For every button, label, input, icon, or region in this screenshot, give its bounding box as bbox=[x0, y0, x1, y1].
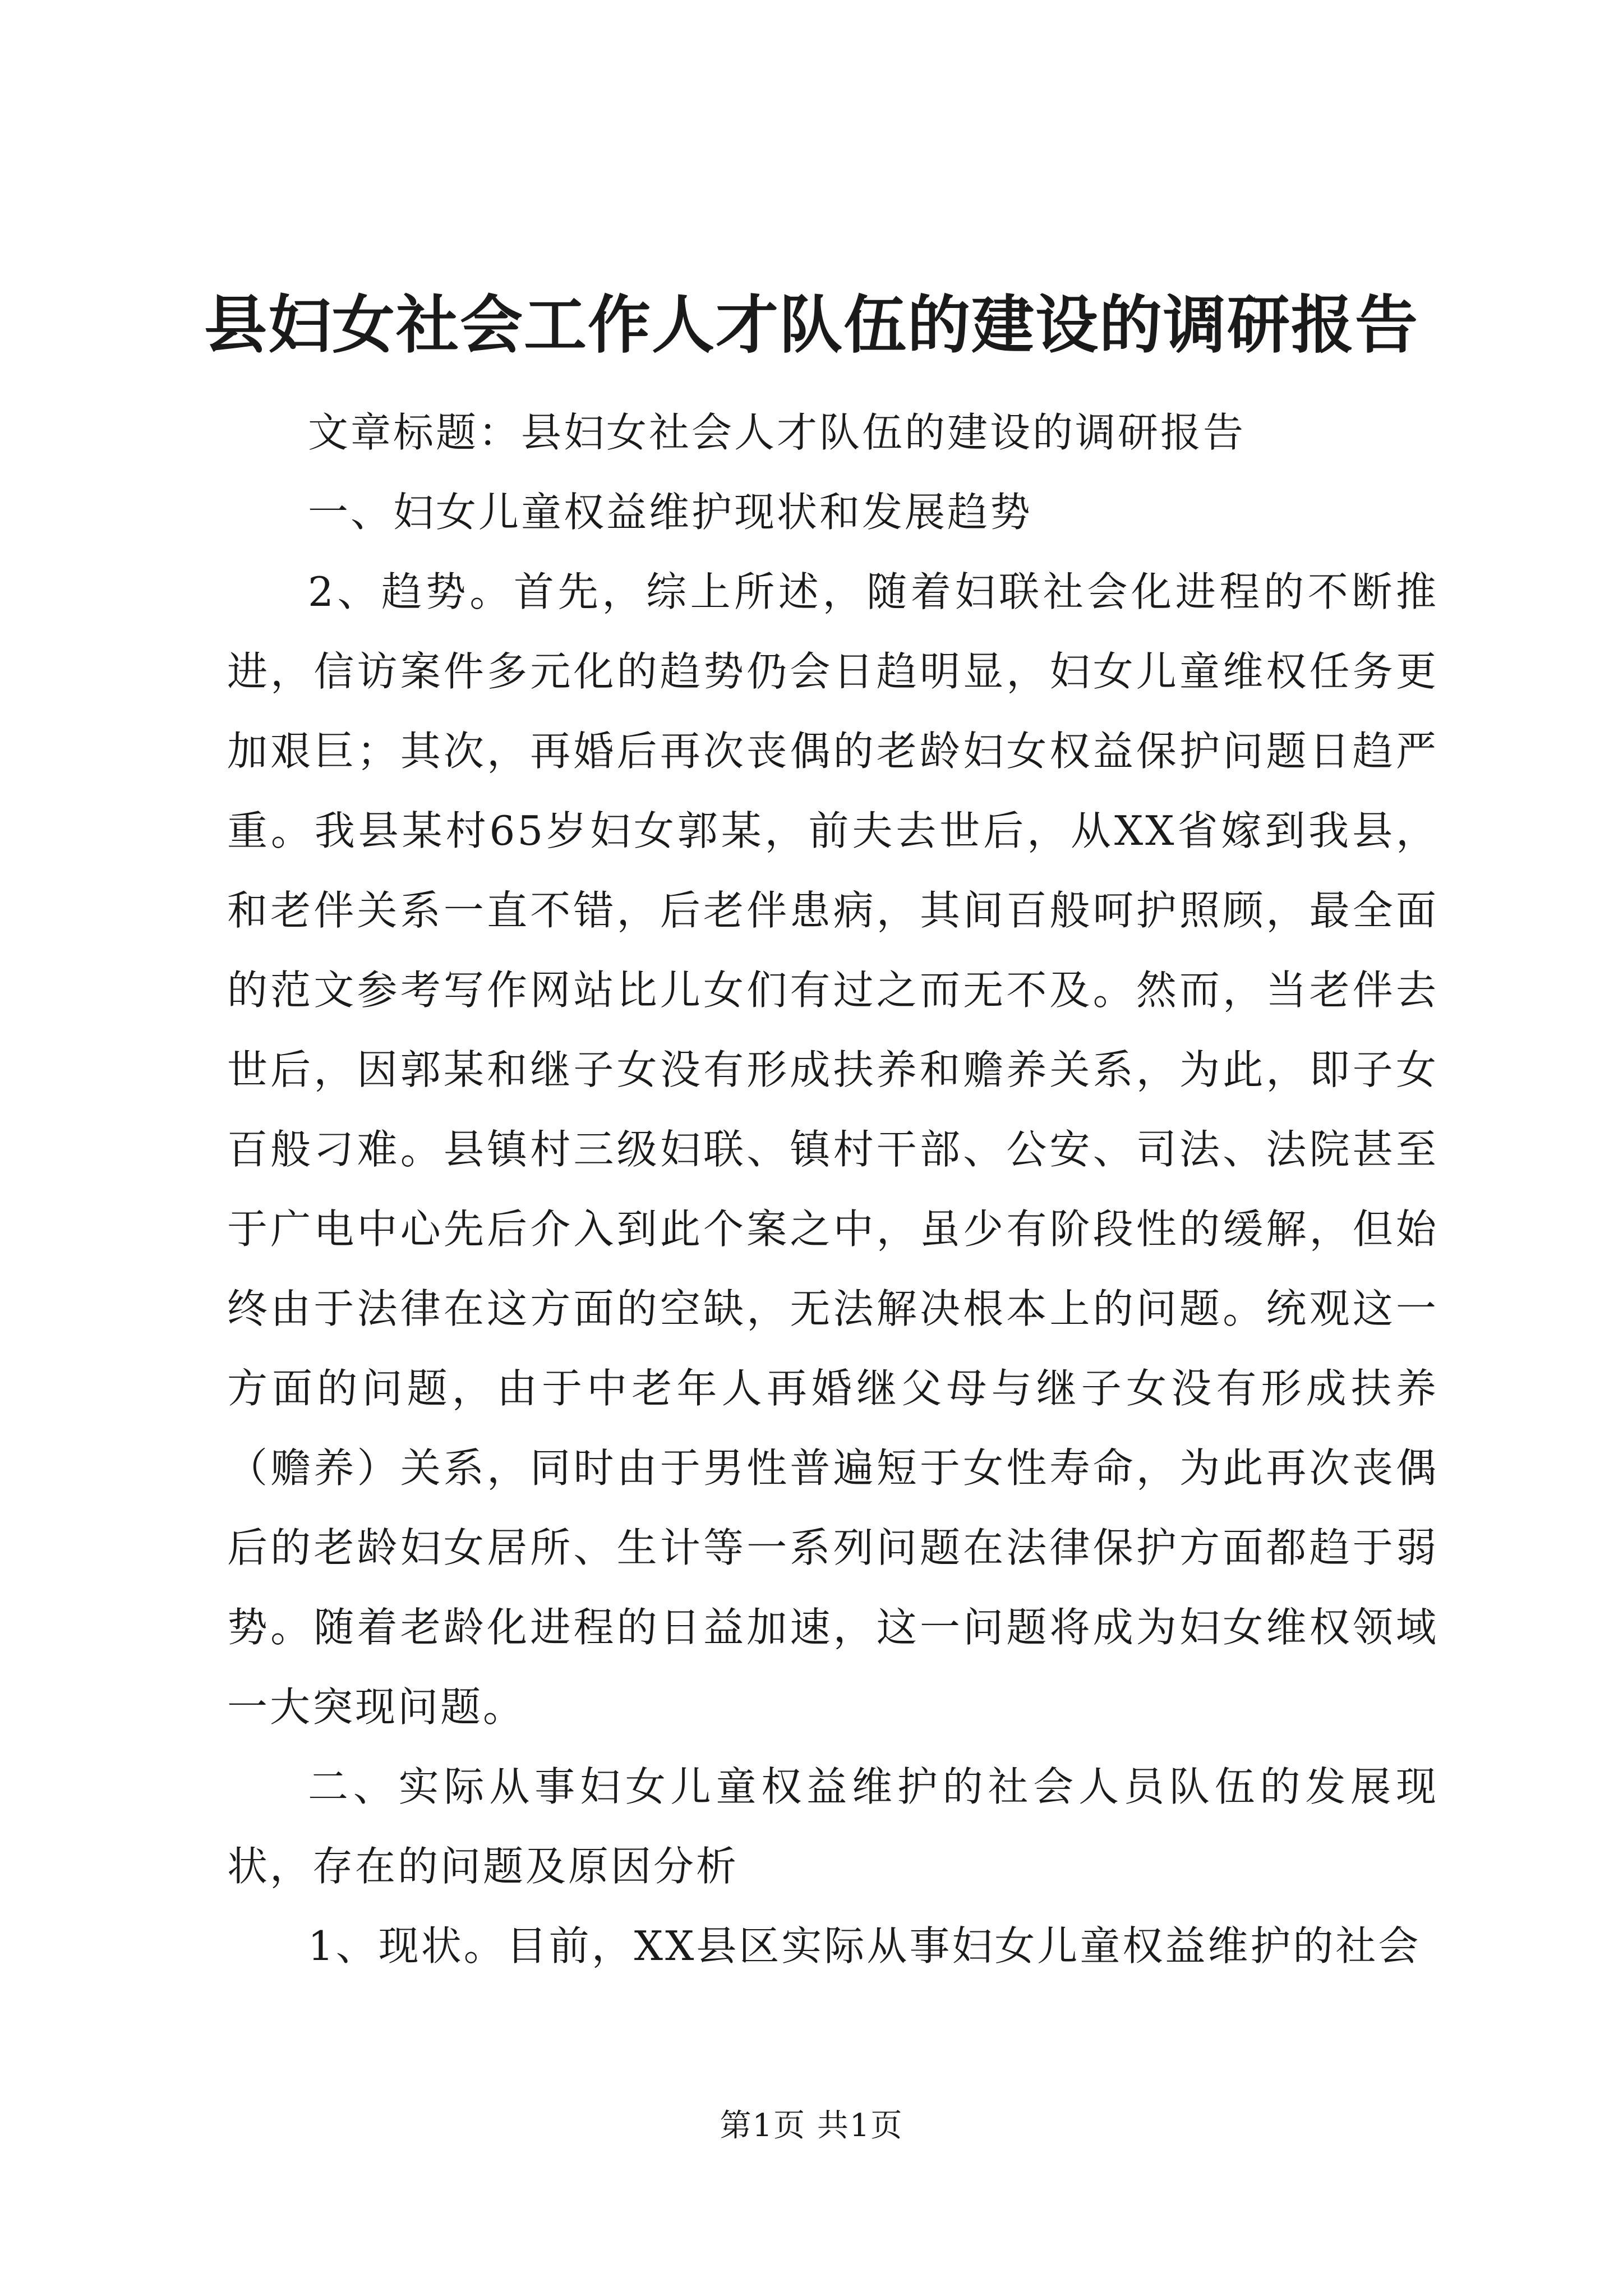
section-heading-2: 二、实际从事妇女儿童权益维护的社会人员队伍的发展现状，存在的问题及原因分析 bbox=[227, 1763, 1438, 1890]
paragraph-status: 1、现状。目前，XX县区实际从事妇女儿童权益维护的社会 bbox=[308, 1922, 1421, 1970]
page-footer: 第1页 共1页 bbox=[720, 2108, 903, 2144]
article-title-line: 文章标题：县妇女社会人才队伍的建设的调研报告 bbox=[308, 409, 1246, 456]
section-heading-1: 一、妇女儿童权益维护现状和发展趋势 bbox=[308, 489, 1033, 536]
paragraph-trend: 2、趋势。首先，综上所述，随着妇联社会化进程的不断推进，信访案件多元化的趋势仍会日趋明显，妇女儿童维权任务更加艰巨；其次，再婚后再次丧偶的老龄妇女权益保护问题日趋严重。我县某村65岁妇女郭某，前夫去世后，从XX省嫁到我县，和老伴关系一直不错，后老伴患病，其间百般呵护照顾，最全面的范文参考写作网站比儿女们有过之而无不及。然而，当老伴去世后，因郭某和继子女没有形成扶养和赡养关系，为此，即子女百般刁难。县镇村三级妇联、镇村干部、公安、司法、法院甚至于广电中心先后介入到此个案之中，虽少有阶段性的缓解，但始终由于法律在这方面的空缺，无法解决根本上的问题。统观这一方面的问题，由于中老年人再婚继父母与继子女没有形成扶养（赡养）关系，同时由于男性普遍短于女性寿命，为此再次丧偶后的老龄妇女居所、生计等一系列问题在法律保护方面都趋于弱势。随着老龄化进程的日益加速，这一问题将成为妇女维权领域一大突现问题。 bbox=[227, 568, 1438, 1731]
document-title: 县妇女社会工作人才队伍的建设的调研报告 bbox=[204, 288, 1419, 362]
document-body bbox=[227, 393, 1438, 1986]
